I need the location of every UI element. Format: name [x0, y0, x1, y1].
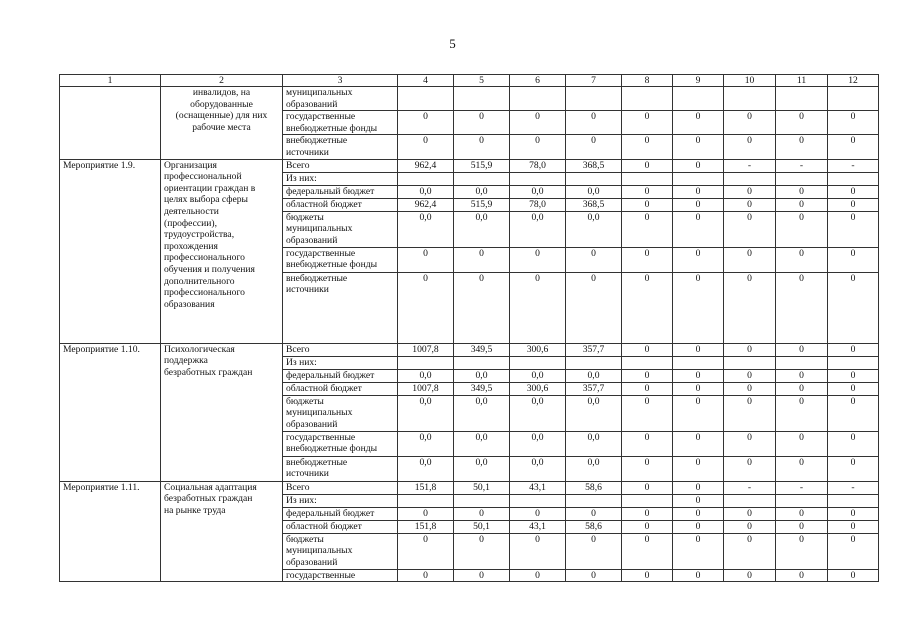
value-cell: 0: [566, 247, 622, 272]
value-cell: [776, 356, 828, 369]
value-cell: 0,0: [566, 456, 622, 481]
value-cell: 0: [622, 456, 673, 481]
value-cell: 0: [622, 395, 673, 431]
value-cell: 151,8: [398, 520, 454, 533]
value-cell: 0: [828, 569, 879, 582]
value-cell: 0: [776, 395, 828, 431]
value-cell: 0: [724, 211, 776, 247]
value-cell: 0: [828, 272, 879, 343]
value-cell: 0: [724, 369, 776, 382]
value-cell: 0,0: [454, 395, 510, 431]
funding-source: федеральный бюджет: [283, 507, 398, 520]
value-cell: 0: [622, 369, 673, 382]
value-cell: 0: [622, 159, 673, 172]
value-cell: [622, 356, 673, 369]
column-number-5: 5: [454, 75, 510, 87]
funding-source: Из них:: [283, 172, 398, 185]
funding-source: государственные внебюджетные фонды: [283, 431, 398, 456]
value-cell: 0,0: [398, 395, 454, 431]
value-cell: 0,0: [454, 431, 510, 456]
funding-source: областной бюджет: [283, 198, 398, 211]
funding-source: бюджеты муниципальных образований: [283, 395, 398, 431]
funding-source: бюджеты муниципальных образований: [283, 211, 398, 247]
value-cell: 0: [673, 198, 724, 211]
value-cell: 0: [776, 198, 828, 211]
value-cell: 515,9: [454, 159, 510, 172]
event-title: Социальная адаптация безработных граждан на рынке труда: [161, 481, 283, 582]
value-cell: 0: [454, 111, 510, 135]
value-cell: 0: [622, 272, 673, 343]
value-cell: 0: [454, 533, 510, 569]
header-row: [60, 75, 879, 87]
value-cell: 0: [724, 456, 776, 481]
column-number-9: 9: [673, 75, 724, 87]
value-cell: 0: [398, 533, 454, 569]
value-cell: 1007,8: [398, 382, 454, 395]
value-cell: 0: [828, 395, 879, 431]
value-cell: [724, 494, 776, 507]
value-cell: 0: [724, 569, 776, 582]
value-cell: 0: [510, 507, 566, 520]
value-cell: 0,0: [398, 456, 454, 481]
value-cell: [776, 494, 828, 507]
value-cell: [398, 356, 454, 369]
value-cell: 0: [776, 211, 828, 247]
value-cell: 0: [454, 272, 510, 343]
value-cell: 0: [776, 272, 828, 343]
value-cell: 58,6: [566, 481, 622, 494]
value-cell: 0: [673, 569, 724, 582]
value-cell: [454, 172, 510, 185]
value-cell: 0: [673, 135, 724, 159]
value-cell: [776, 172, 828, 185]
value-cell: 0: [673, 456, 724, 481]
value-cell: [398, 87, 454, 111]
column-number-7: 7: [566, 75, 622, 87]
value-cell: 0,0: [398, 431, 454, 456]
value-cell: 0: [828, 247, 879, 272]
value-cell: [673, 172, 724, 185]
value-cell: 0: [776, 520, 828, 533]
value-cell: 0: [510, 533, 566, 569]
value-cell: [673, 356, 724, 369]
value-cell: -: [724, 481, 776, 494]
value-cell: 50,1: [454, 520, 510, 533]
value-cell: 0: [454, 507, 510, 520]
value-cell: 78,0: [510, 159, 566, 172]
value-cell: -: [776, 481, 828, 494]
value-cell: 0: [724, 382, 776, 395]
funding-source: внебюджетные источники: [283, 456, 398, 481]
value-cell: 0: [673, 369, 724, 382]
column-number-2: 2: [161, 75, 283, 87]
value-cell: 0,0: [454, 456, 510, 481]
value-cell: 0,0: [510, 456, 566, 481]
event-label: Мероприятие 1.11.: [60, 481, 161, 582]
value-cell: 0: [673, 159, 724, 172]
value-cell: 0: [622, 111, 673, 135]
value-cell: [828, 172, 879, 185]
value-cell: 0: [776, 569, 828, 582]
value-cell: [566, 356, 622, 369]
value-cell: [510, 356, 566, 369]
value-cell: 0: [724, 431, 776, 456]
value-cell: 0: [828, 211, 879, 247]
funding-source: Из них:: [283, 356, 398, 369]
value-cell: 0: [622, 481, 673, 494]
value-cell: 0,0: [566, 211, 622, 247]
value-cell: 0: [828, 135, 879, 159]
value-cell: 0,0: [510, 185, 566, 198]
value-cell: 0: [776, 431, 828, 456]
value-cell: [510, 494, 566, 507]
value-cell: 368,5: [566, 159, 622, 172]
value-cell: 0: [724, 507, 776, 520]
page-number: 5: [449, 36, 456, 51]
value-cell: 0,0: [566, 369, 622, 382]
value-cell: [622, 172, 673, 185]
value-cell: 0: [566, 111, 622, 135]
value-cell: 0: [622, 247, 673, 272]
value-cell: 357,7: [566, 343, 622, 356]
value-cell: 78,0: [510, 198, 566, 211]
funding-source: Из них:: [283, 494, 398, 507]
value-cell: [828, 494, 879, 507]
value-cell: 0: [622, 135, 673, 159]
column-number-3: 3: [283, 75, 398, 87]
value-cell: 0: [724, 111, 776, 135]
value-cell: 0: [398, 135, 454, 159]
funding-source: внебюджетные источники: [283, 135, 398, 159]
value-cell: 0,0: [510, 395, 566, 431]
value-cell: 0,0: [398, 369, 454, 382]
value-cell: 0,0: [398, 211, 454, 247]
budget-table: [59, 74, 879, 582]
value-cell: [398, 172, 454, 185]
value-cell: 0: [398, 247, 454, 272]
value-cell: 0: [673, 211, 724, 247]
value-cell: 0: [776, 111, 828, 135]
value-cell: 0: [510, 111, 566, 135]
value-cell: 0,0: [398, 185, 454, 198]
funding-source: внебюджетные источники: [283, 272, 398, 343]
value-cell: 0: [622, 185, 673, 198]
table-row: [60, 343, 879, 356]
value-cell: [510, 87, 566, 111]
value-cell: 0: [673, 111, 724, 135]
value-cell: 0: [673, 507, 724, 520]
value-cell: 0: [673, 533, 724, 569]
column-number-4: 4: [398, 75, 454, 87]
value-cell: 0,0: [566, 395, 622, 431]
value-cell: 0: [622, 507, 673, 520]
value-cell: 0: [776, 247, 828, 272]
value-cell: [454, 87, 510, 111]
value-cell: 0,0: [510, 211, 566, 247]
funding-source: муниципальных образований: [283, 87, 398, 111]
value-cell: 0: [828, 382, 879, 395]
value-cell: 0: [724, 343, 776, 356]
column-number-6: 6: [510, 75, 566, 87]
value-cell: 0: [724, 533, 776, 569]
value-cell: 0: [622, 343, 673, 356]
value-cell: 0: [724, 395, 776, 431]
value-cell: 0,0: [566, 431, 622, 456]
value-cell: 0: [454, 569, 510, 582]
value-cell: 0: [673, 185, 724, 198]
value-cell: 0: [510, 569, 566, 582]
value-cell: [724, 356, 776, 369]
value-cell: 0: [566, 507, 622, 520]
event-label: [60, 87, 161, 160]
value-cell: 0: [673, 481, 724, 494]
value-cell: -: [828, 481, 879, 494]
value-cell: [724, 87, 776, 111]
value-cell: -: [724, 159, 776, 172]
value-cell: 0: [398, 111, 454, 135]
value-cell: 0: [398, 507, 454, 520]
funding-source: Всего: [283, 481, 398, 494]
value-cell: 0: [454, 135, 510, 159]
value-cell: 0: [510, 135, 566, 159]
table-row: [60, 159, 879, 172]
value-cell: 0: [566, 533, 622, 569]
value-cell: 0: [828, 369, 879, 382]
value-cell: 0: [622, 569, 673, 582]
value-cell: 43,1: [510, 520, 566, 533]
value-cell: [828, 356, 879, 369]
value-cell: [724, 172, 776, 185]
value-cell: 50,1: [454, 481, 510, 494]
value-cell: 0: [622, 382, 673, 395]
event-title: Организация профессиональной ориентации граждан в целях выбора сферы деятельности (профессии), трудоустройства, прохождения профессионального обучения и получения дополнительного профессионального образования: [161, 159, 283, 343]
funding-source: бюджеты муниципальных образований: [283, 533, 398, 569]
value-cell: 43,1: [510, 481, 566, 494]
value-cell: 962,4: [398, 198, 454, 211]
value-cell: 0: [776, 507, 828, 520]
value-cell: 58,6: [566, 520, 622, 533]
value-cell: 0: [566, 135, 622, 159]
value-cell: -: [776, 159, 828, 172]
value-cell: 0: [673, 272, 724, 343]
value-cell: 300,6: [510, 343, 566, 356]
value-cell: 0: [510, 247, 566, 272]
value-cell: 0: [622, 211, 673, 247]
funding-source: Всего: [283, 159, 398, 172]
value-cell: 0: [673, 494, 724, 507]
value-cell: 0: [776, 343, 828, 356]
value-cell: [566, 87, 622, 111]
value-cell: 0: [776, 456, 828, 481]
value-cell: [828, 87, 879, 111]
value-cell: 0: [673, 382, 724, 395]
value-cell: 0: [673, 431, 724, 456]
value-cell: 0,0: [454, 211, 510, 247]
value-cell: 0: [776, 382, 828, 395]
value-cell: 0: [776, 369, 828, 382]
value-cell: 515,9: [454, 198, 510, 211]
value-cell: 0: [724, 198, 776, 211]
funding-source: федеральный бюджет: [283, 185, 398, 198]
value-cell: 0: [454, 247, 510, 272]
value-cell: 349,5: [454, 382, 510, 395]
funding-source: федеральный бюджет: [283, 369, 398, 382]
column-number-10: 10: [724, 75, 776, 87]
value-cell: 0: [724, 185, 776, 198]
value-cell: 0: [622, 198, 673, 211]
value-cell: 1007,8: [398, 343, 454, 356]
value-cell: 0: [398, 272, 454, 343]
value-cell: [566, 494, 622, 507]
value-cell: 0,0: [510, 431, 566, 456]
column-number-11: 11: [776, 75, 828, 87]
value-cell: 151,8: [398, 481, 454, 494]
value-cell: 962,4: [398, 159, 454, 172]
value-cell: 0: [622, 520, 673, 533]
value-cell: [398, 494, 454, 507]
value-cell: 0: [828, 520, 879, 533]
value-cell: 0: [673, 395, 724, 431]
value-cell: [566, 172, 622, 185]
event-title: Психологическая поддержка безработных граждан: [161, 343, 283, 481]
value-cell: [510, 172, 566, 185]
funding-source: государственные: [283, 569, 398, 582]
value-cell: 0: [622, 533, 673, 569]
value-cell: -: [828, 159, 879, 172]
event-label: Мероприятие 1.10.: [60, 343, 161, 481]
value-cell: 0: [828, 111, 879, 135]
value-cell: 0: [510, 272, 566, 343]
value-cell: [673, 87, 724, 111]
value-cell: [454, 494, 510, 507]
table-row: [60, 87, 879, 111]
value-cell: 0: [828, 431, 879, 456]
column-number-8: 8: [622, 75, 673, 87]
value-cell: [454, 356, 510, 369]
value-cell: 0: [828, 343, 879, 356]
value-cell: 0,0: [566, 185, 622, 198]
value-cell: 0: [622, 431, 673, 456]
funding-source: государственные внебюджетные фонды: [283, 247, 398, 272]
value-cell: 0: [673, 520, 724, 533]
value-cell: 0: [724, 520, 776, 533]
column-number-12: 12: [828, 75, 879, 87]
value-cell: 349,5: [454, 343, 510, 356]
value-cell: 0: [776, 185, 828, 198]
value-cell: 0: [724, 135, 776, 159]
table-row: [60, 481, 879, 494]
value-cell: 357,7: [566, 382, 622, 395]
value-cell: 0: [673, 247, 724, 272]
value-cell: 0: [828, 456, 879, 481]
value-cell: 0,0: [454, 369, 510, 382]
funding-source: государственные внебюджетные фонды: [283, 111, 398, 135]
value-cell: 0: [828, 507, 879, 520]
funding-source: областной бюджет: [283, 520, 398, 533]
value-cell: 0: [776, 135, 828, 159]
value-cell: 0: [566, 569, 622, 582]
value-cell: 0,0: [510, 369, 566, 382]
value-cell: 0: [398, 569, 454, 582]
value-cell: 300,6: [510, 382, 566, 395]
value-cell: 0: [724, 272, 776, 343]
value-cell: 0: [828, 198, 879, 211]
value-cell: 0: [776, 533, 828, 569]
value-cell: 368,5: [566, 198, 622, 211]
funding-source: областной бюджет: [283, 382, 398, 395]
value-cell: [622, 494, 673, 507]
value-cell: 0: [828, 533, 879, 569]
event-label: Мероприятие 1.9.: [60, 159, 161, 343]
value-cell: 0: [673, 343, 724, 356]
value-cell: 0: [724, 247, 776, 272]
value-cell: [622, 87, 673, 111]
value-cell: 0,0: [454, 185, 510, 198]
column-number-1: 1: [60, 75, 161, 87]
funding-source: Всего: [283, 343, 398, 356]
value-cell: 0: [566, 272, 622, 343]
value-cell: 0: [828, 185, 879, 198]
event-title: инвалидов, на оборудованные (оснащенные) для них рабочие места: [161, 87, 283, 160]
value-cell: [776, 87, 828, 111]
